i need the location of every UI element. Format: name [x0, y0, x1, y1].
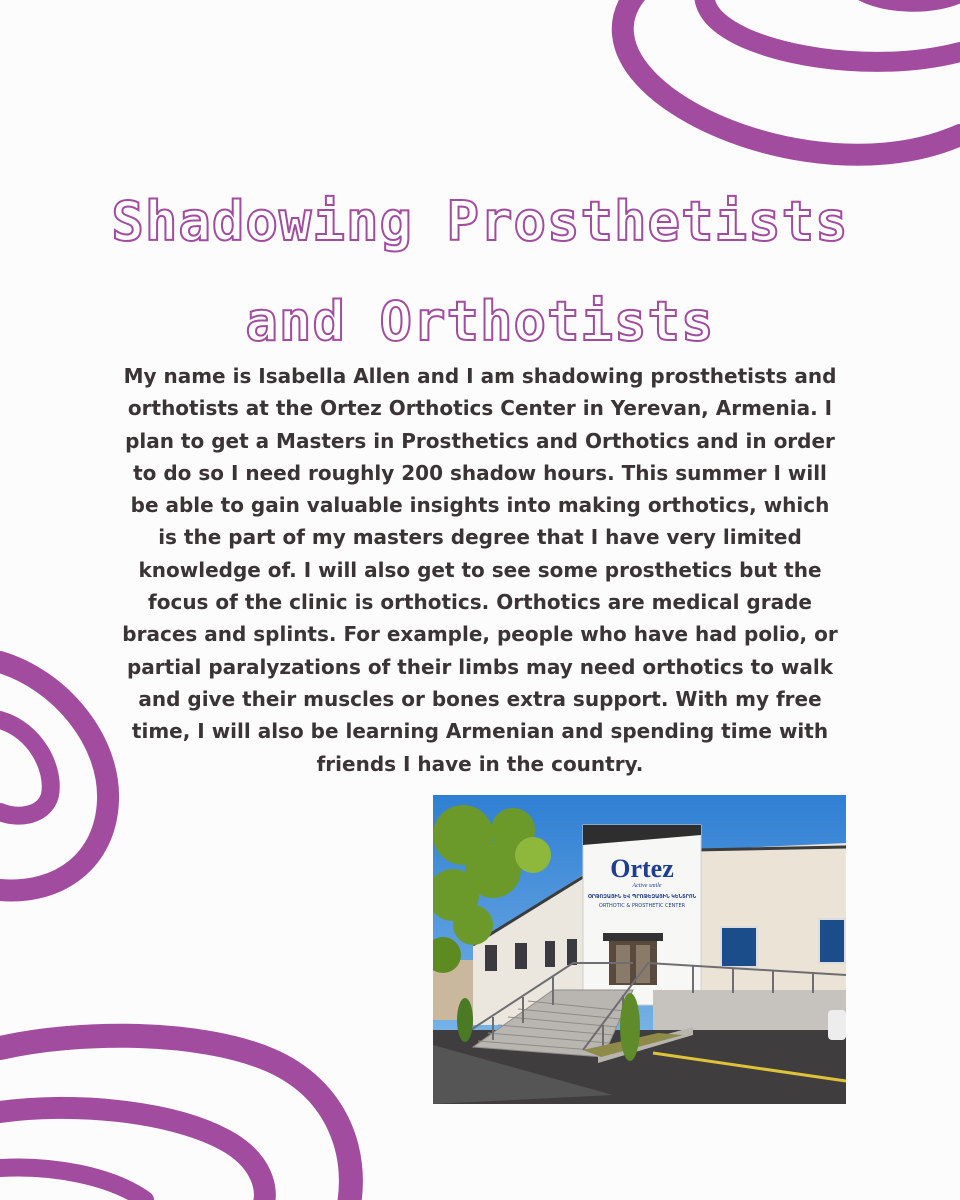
window-right-1: [721, 927, 757, 967]
intro-paragraph: My name is Isabella Allen and I am shadowing prosthetists and orthotists at the Ortez Orthotics Center in Yerevan, Armenia. I plan to get a Masters in Prosthetics and Orthotics and in order to do so I need roughly 200 shadow hours. This summer I will be able to gain valuable insights into making orthotics, which is the part of my masters degree that I have very limited knowledge of. I will also get to see some prosthetics but the focus of the clinic is orthotics. Orthotics are medical grade braces and splints. For example, people who have had polio, or partial paralyzations of their limbs may need orthotics to walk and give their muscles or bones extra support. With my free time, I will also be learning Armenian and spending time with friends I have in the country.: [122, 364, 838, 776]
page-title-line-2: and Orthotists: [245, 290, 715, 353]
swirl-bottom-outer: [0, 1036, 351, 1200]
swirl-bottom-middle: [0, 1108, 265, 1200]
sign-armenian: ՕՐԹՈԶԱՅԻՆ ԵՎ ՊՐՈԹԵԶԱՅԻՆ ԿԵՆՏՐՈՆ: [587, 894, 697, 900]
swirl-bottom-inner: [0, 1167, 145, 1200]
sign-english: ORTHOTIC & PROSTHETIC CENTER: [598, 903, 686, 909]
swirl-left-inner: [0, 720, 51, 816]
sign-tagline: Active smile: [632, 883, 662, 889]
swirl-top-right-outer: [623, 0, 960, 155]
swirl-top-right-small: [860, 0, 960, 4]
sign-name: Ortez: [610, 854, 674, 883]
swirl-left-outer: [0, 662, 108, 890]
page-title-line-1: Shadowing Prosthetists: [111, 190, 849, 253]
window-right-2: [819, 919, 845, 963]
clinic-building-photo: [433, 795, 846, 1104]
swirl-top-right-inner: [704, 0, 960, 62]
